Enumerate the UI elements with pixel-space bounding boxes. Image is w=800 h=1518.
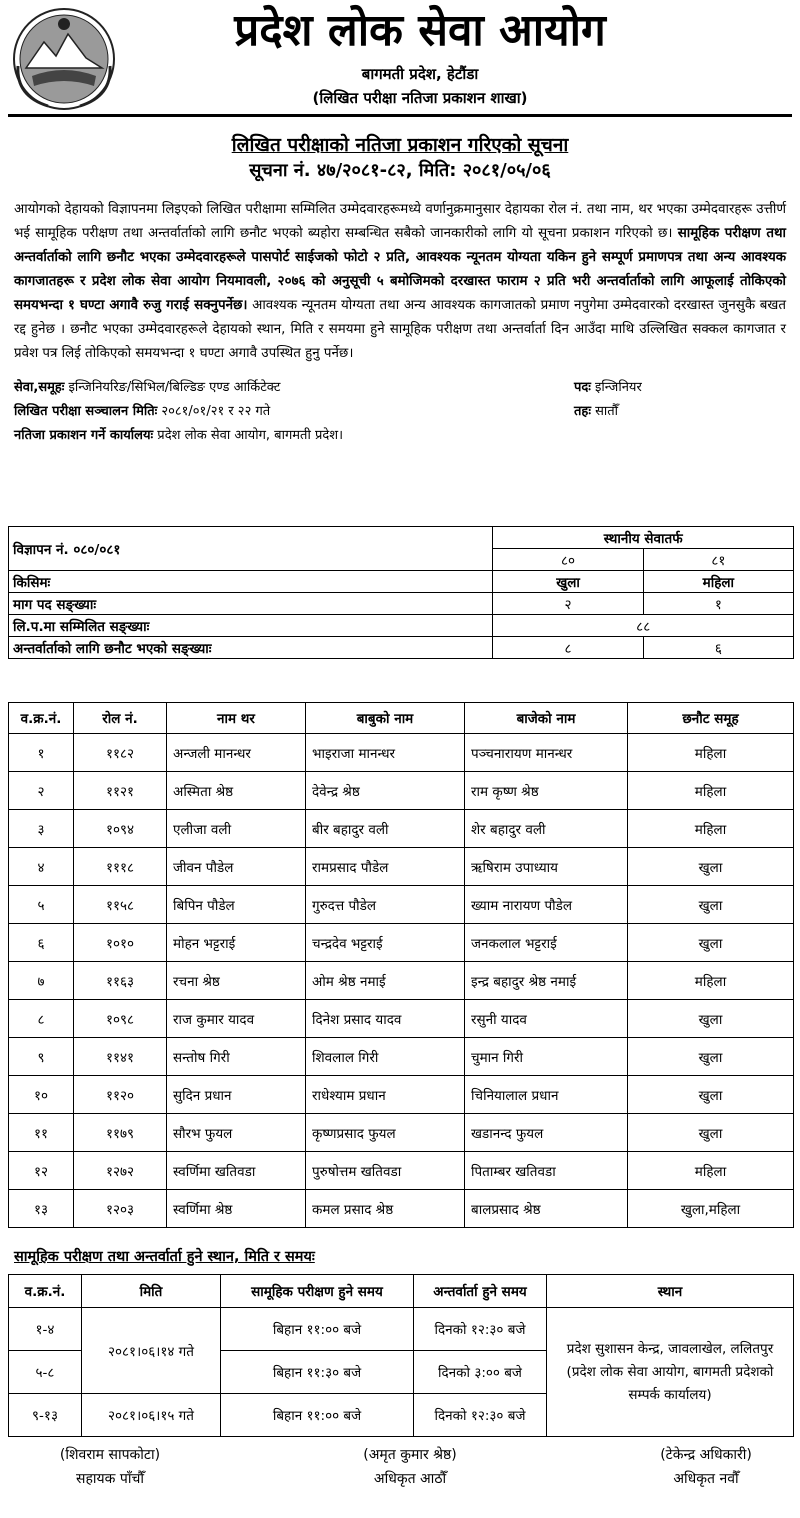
signatory-title: सहायक पाँचौँ [76, 1471, 144, 1487]
office-label: नतिजा प्रकाशन गर्ने कार्यालयः [14, 428, 154, 443]
row-name: सौरभ फुयल [167, 1114, 306, 1152]
col-grandfather: बाजेको नाम [465, 703, 628, 734]
type-label: किसिमः [9, 571, 493, 593]
header [0, 0, 800, 118]
sched-interview-time: दिनको ३:०० बजे [414, 1351, 547, 1394]
row-grandfather: खडानन्द फुयल [465, 1114, 628, 1152]
local-service-header: स्थानीय सेवातर्फ [493, 527, 794, 549]
row-father: ओम श्रेष्ठ नमाई [306, 962, 465, 1000]
schedule-table [8, 1274, 794, 1437]
sched-group-time: बिहान ११:०० बजे [221, 1394, 414, 1437]
row-name: सुदिन प्रधान [167, 1076, 306, 1114]
ad-num-81: ८१ [643, 549, 793, 571]
row-group: खुला [628, 1076, 794, 1114]
row-roll: ११५८ [74, 886, 167, 924]
row-group: खुला,महिला [628, 1190, 794, 1228]
sched-col-date: मिति [82, 1275, 221, 1308]
row-grandfather: इन्द्र बहादुर श्रेष्ठ नमाई [465, 962, 628, 1000]
body-text-bold: सामूहिक परीक्षण तथा अन्तर्वार्ताको लागि छनौट भएका उम्मेदवारहरूले पासपोर्ट साईजको फोटो २ प्रति, आवश्यक न्यूनतम योग्यता यकिन हुने सम्पूर्ण प्रमाणपत्र तथा अन्य आवश्यक कागजातहरू र प्रदेश लोक सेवा आयोग नियमावली, २०७६ को अनुसूची ५ बमोजिमको दरखास्त फाराम २ प्रति भरी अन्तर्वार्ताको लागि आफूलाई तोकिएको समयभन्दा १ घण्टा अगावै रुजु गराई सक्नुपर्नेछ। [14, 226, 786, 313]
row-father: पुरुषोत्तम खतिवडा [306, 1152, 465, 1190]
row-name: स्वर्णिमा खतिवडा [167, 1152, 306, 1190]
sched-col-interview-time: अन्तर्वार्ता हुने समय [414, 1275, 547, 1308]
row-roll: ११२० [74, 1076, 167, 1114]
sched-group-time: बिहान ११:३० बजे [221, 1351, 414, 1394]
row-sn: १२ [9, 1152, 74, 1190]
level-value: सातौँ [590, 404, 619, 419]
signatory-name: (शिवराम सापकोटा) [59, 1447, 161, 1463]
row-father: दिनेश प्रसाद यादव [306, 1000, 465, 1038]
row-name: एलीजा वली [167, 810, 306, 848]
row-father: रामप्रसाद पौडेल [306, 848, 465, 886]
demand-open: २ [493, 593, 643, 615]
post-label: पदः [574, 380, 591, 395]
ad-number-label: विज्ञापन नं. ०८०/०८१ [9, 527, 493, 571]
table-row [9, 810, 794, 848]
row-grandfather: ख्याम नारायण पौडेल [465, 886, 628, 924]
row-roll: १०९४ [74, 810, 167, 848]
appeared-label: लि.प.मा सम्मिलित सङ्ख्याः [9, 615, 493, 637]
row-sn: ४ [9, 848, 74, 886]
row-father: गुरुदत्त पौडेल [306, 886, 465, 924]
notice-body [14, 198, 786, 366]
table-row [9, 734, 794, 772]
office-value: प्रदेश लोक सेवा आयोग, बागमती प्रदेश। [153, 428, 344, 443]
level-label: तहः [574, 404, 591, 419]
signature-line [651, 1436, 761, 1443]
row-sn: १ [9, 734, 74, 772]
results-body [9, 734, 794, 1228]
row-roll: ११४१ [74, 1038, 167, 1076]
row-name: स्वर्णिमा श्रेष्ठ [167, 1190, 306, 1228]
page-title: प्रदेश लोक सेवा आयोग [234, 5, 606, 56]
row-grandfather: पिताम्बर खतिवडा [465, 1152, 628, 1190]
sched-sn: ५-८ [9, 1351, 82, 1394]
post-value: इन्जिनियर [590, 380, 642, 395]
row-roll: १११८ [74, 848, 167, 886]
signatory-name: (अमृत कुमार श्रेष्ठ) [363, 1447, 457, 1463]
selected-open: ८ [493, 637, 643, 659]
sched-sn: १-४ [9, 1308, 82, 1351]
row-grandfather: ऋषिराम उपाध्याय [465, 848, 628, 886]
row-father: बीर बहादुर वली [306, 810, 465, 848]
row-name: अस्मिता श्रेष्ठ [167, 772, 306, 810]
table-row [9, 924, 794, 962]
body-text-2: आवश्यक न्यूनतम योग्यता तथा अन्य आवश्यक कागजातको प्रमाण नपुगेमा उम्मेदवारको दरखास्त जुनसुकै बखत रद्द हुनेछ । छनौट भएका उम्मेदवारहरूले देहायको स्थान, मिति र समयमा हुने सामूहिक परीक्षण तथा अन्तर्वार्ता दिन आउँदा माथि उल्लिखित सक्कल कागजात र प्रवेश पत्र लिई तोकिएको समयभन्दा १ घण्टा अगावै उपस्थित हुनु पर्नेछ। [14, 298, 786, 361]
sched-col-sn: व.क्र.नं. [9, 1275, 82, 1308]
sched-interview-time: दिनको १२:३० बजे [414, 1308, 547, 1351]
row-group: खुला [628, 1038, 794, 1076]
notice-number: सूचना नं. ४७/२०८१-८२, मिति: २०८१/०५/०६ [249, 160, 551, 181]
sched-interview-time: दिनको १२:३० बजे [414, 1394, 547, 1437]
sched-sn: ९-१३ [9, 1394, 82, 1437]
row-group: खुला [628, 1000, 794, 1038]
sched-date: २०८१।०६।१४ गते [82, 1308, 221, 1394]
table-row [9, 962, 794, 1000]
row-sn: ६ [9, 924, 74, 962]
row-grandfather: शेर बहादुर वली [465, 810, 628, 848]
appeared-count: ८८ [493, 615, 794, 637]
row-roll: ११६३ [74, 962, 167, 1000]
row-grandfather: चुमान गिरी [465, 1038, 628, 1076]
notice-title: लिखित परीक्षाको नतिजा प्रकाशन गरिएको सूचना [231, 134, 569, 156]
row-group: खुला [628, 886, 794, 924]
sched-date: २०८१।०६।१५ गते [82, 1394, 221, 1437]
row-sn: २ [9, 772, 74, 810]
table-row [9, 848, 794, 886]
row-sn: ८ [9, 1000, 74, 1038]
col-father: बाबुको नाम [306, 703, 465, 734]
row-grandfather: जनकलाल भट्टराई [465, 924, 628, 962]
row-sn: ९ [9, 1038, 74, 1076]
service-value: इन्जिनियरिङ/सिभिल/बिल्डिङ एण्ड आर्किटेक्ट [64, 380, 281, 395]
row-group: महिला [628, 962, 794, 1000]
signature-line [55, 1436, 165, 1443]
row-group: महिला [628, 734, 794, 772]
row-grandfather: राम कृष्ण श्रेष्ठ [465, 772, 628, 810]
col-roll: रोल नं. [74, 703, 167, 734]
row-name: रचना श्रेष्ठ [167, 962, 306, 1000]
row-sn: १३ [9, 1190, 74, 1228]
type-female: महिला [643, 571, 793, 593]
row-grandfather: रसुनी यादव [465, 1000, 628, 1038]
row-father: कमल प्रसाद श्रेष्ठ [306, 1190, 465, 1228]
row-grandfather: चिनियालाल प्रधान [465, 1076, 628, 1114]
selected-female: ६ [643, 637, 793, 659]
sched-group-time: बिहान ११:०० बजे [221, 1308, 414, 1351]
exam-info [14, 376, 786, 448]
branch-subtitle: (लिखित परीक्षा नतिजा प्रकाशन शाखा) [312, 89, 528, 107]
row-sn: ११ [9, 1114, 74, 1152]
row-father: कृष्णप्रसाद फुयल [306, 1114, 465, 1152]
row-roll: १२७२ [74, 1152, 167, 1190]
row-name: बिपिन पौडेल [167, 886, 306, 924]
signature-block-3 [596, 1436, 800, 1491]
row-group: महिला [628, 810, 794, 848]
demand-female: १ [643, 593, 793, 615]
row-father: शिवलाल गिरी [306, 1038, 465, 1076]
row-sn: ३ [9, 810, 74, 848]
signature-block-2 [300, 1436, 520, 1491]
row-sn: ५ [9, 886, 74, 924]
row-name: अन्जली मानन्धर [167, 734, 306, 772]
type-open: खुला [493, 571, 643, 593]
signature-line [355, 1436, 465, 1443]
table-row [9, 1114, 794, 1152]
sched-venue: प्रदेश सुशासन केन्द्र, जावलाखेल, ललितपुर (प्रदेश लोक सेवा आयोग, बागमती प्रदेशको सम्पर्क कार्यालय) [547, 1308, 794, 1437]
schedule-title: सामूहिक परीक्षण तथा अन्तर्वार्ता हुने स्थान, मिति र समयः [14, 1249, 315, 1265]
table-row [9, 1076, 794, 1114]
service-label: सेवा,समूहः [14, 380, 65, 395]
table-row [9, 1000, 794, 1038]
row-father: भाइराजा मानन्धर [306, 734, 465, 772]
signatory-title: अधिकृत नवौँ [673, 1471, 739, 1487]
table-row [9, 886, 794, 924]
row-sn: १० [9, 1076, 74, 1114]
row-roll: १२०३ [74, 1190, 167, 1228]
table-row [9, 1152, 794, 1190]
header-divider [8, 114, 792, 117]
table-row [9, 1190, 794, 1228]
signature-block-1 [0, 1436, 220, 1491]
row-roll: १०९८ [74, 1000, 167, 1038]
row-roll: १०१० [74, 924, 167, 962]
row-sn: ७ [9, 962, 74, 1000]
row-name: मोहन भट्टराई [167, 924, 306, 962]
row-father: देवेन्द्र श्रेष्ठ [306, 772, 465, 810]
body-text-1: आयोगको देहायको विज्ञापनमा लिइएको लिखित परीक्षामा सम्मिलित उम्मेदवारहरूमध्ये वर्णानुक्रमानुसार देहायका रोल नं. तथा नाम, थर भएका उम्मेदवारहरू उत्तीर्ण भई सामूहिक परीक्षण तथा अन्तर्वार्ताको लागि छनौट भएको ब्यहोरा सम्बन्धित सबैको जानकारीको लागि यो सूचना प्रकाशन गरिएको छ। [14, 202, 786, 241]
row-grandfather: पञ्चनारायण मानन्धर [465, 734, 628, 772]
row-group: महिला [628, 772, 794, 810]
col-name: नाम थर [167, 703, 306, 734]
row-roll: ११८२ [74, 734, 167, 772]
exam-date-label: लिखित परीक्षा सञ्चालन मितिः [14, 404, 158, 419]
ad-num-80: ८० [493, 549, 643, 571]
row-group: महिला [628, 1152, 794, 1190]
results-table [8, 702, 794, 1228]
table-row [9, 1038, 794, 1076]
row-father: चन्द्रदेव भट्टराई [306, 924, 465, 962]
table-row [9, 772, 794, 810]
row-group: खुला [628, 924, 794, 962]
selected-label: अन्तर्वार्ताको लागि छनौट भएको सङ्ख्याः [9, 637, 493, 659]
row-name: राज कुमार यादव [167, 1000, 306, 1038]
signatory-name: (टेकेन्द्र अधिकारी) [660, 1447, 752, 1463]
sched-col-group-time: सामूहिक परीक्षण हुने समय [221, 1275, 414, 1308]
row-name: जीवन पौडेल [167, 848, 306, 886]
row-roll: ११७९ [74, 1114, 167, 1152]
summary-table [8, 526, 794, 659]
row-group: खुला [628, 848, 794, 886]
col-group: छनौट समूह [628, 703, 794, 734]
row-father: राधेश्याम प्रधान [306, 1076, 465, 1114]
row-grandfather: बालप्रसाद श्रेष्ठ [465, 1190, 628, 1228]
province-subtitle: बागमती प्रदेश, हेटौंडा [361, 65, 479, 83]
exam-date-value: २०८१/०१/२१ र २२ गते [157, 404, 271, 419]
sched-col-venue: स्थान [547, 1275, 794, 1308]
row-name: सन्तोष गिरी [167, 1038, 306, 1076]
signatory-title: अधिकृत आठौँ [373, 1471, 447, 1487]
demand-label: माग पद सङ्ख्याः [9, 593, 493, 615]
row-roll: ११२१ [74, 772, 167, 810]
col-sn: व.क्र.नं. [9, 703, 74, 734]
row-group: खुला [628, 1114, 794, 1152]
